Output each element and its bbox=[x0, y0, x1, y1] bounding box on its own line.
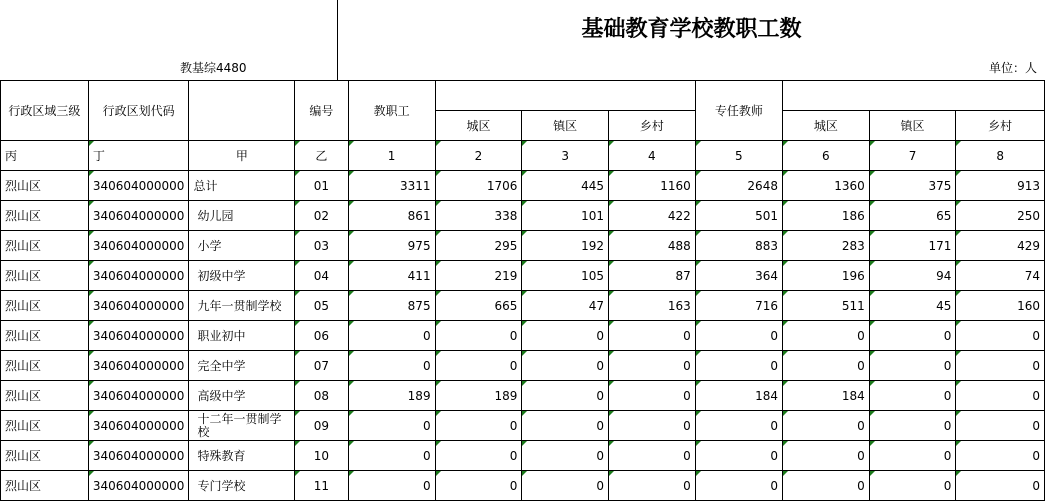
cell-value[interactable]: 716 bbox=[695, 291, 782, 321]
cell-value[interactable]: 219 bbox=[435, 261, 522, 291]
header-blank[interactable] bbox=[189, 81, 295, 141]
cell-value[interactable]: 422 bbox=[608, 201, 695, 231]
table-row bbox=[1, 201, 1045, 231]
cell-number[interactable]: 07 bbox=[295, 351, 348, 381]
cell-value[interactable]: 913 bbox=[956, 171, 1045, 201]
cell-value[interactable]: 0 bbox=[608, 381, 695, 411]
cell-number[interactable]: 08 bbox=[295, 381, 348, 411]
cell-value[interactable]: 0 bbox=[869, 441, 956, 471]
header-region[interactable]: 行政区域三级 bbox=[1, 81, 89, 141]
cell-region[interactable]: 烈山区 bbox=[1, 171, 89, 201]
cell-value[interactable]: 445 bbox=[522, 171, 609, 201]
cell-value[interactable]: 0 bbox=[608, 441, 695, 471]
cell-region-code[interactable]: 340604000000 bbox=[88, 231, 189, 261]
cell-region[interactable]: 烈山区 bbox=[1, 351, 89, 381]
cell-value[interactable]: 0 bbox=[348, 321, 435, 351]
index-cell[interactable]: 4 bbox=[608, 141, 695, 171]
cell-school-type[interactable]: 初级中学 bbox=[189, 261, 295, 291]
cell-value[interactable]: 511 bbox=[782, 291, 869, 321]
cell-value[interactable]: 0 bbox=[435, 471, 522, 501]
cell-school-type[interactable]: 职业初中 bbox=[189, 321, 295, 351]
cell-region-code[interactable]: 340604000000 bbox=[88, 411, 189, 441]
cell-value[interactable]: 0 bbox=[522, 351, 609, 381]
cell-value[interactable]: 0 bbox=[522, 441, 609, 471]
cell-value[interactable]: 411 bbox=[348, 261, 435, 291]
index-cell[interactable]: 8 bbox=[956, 141, 1045, 171]
cell-value[interactable]: 0 bbox=[782, 471, 869, 501]
cell-value[interactable]: 0 bbox=[522, 321, 609, 351]
cell-value[interactable]: 0 bbox=[435, 411, 522, 441]
cell-value[interactable]: 0 bbox=[695, 321, 782, 351]
cell-value[interactable]: 0 bbox=[348, 351, 435, 381]
header-teachers[interactable]: 专任教师 bbox=[695, 81, 782, 141]
cell-value[interactable]: 975 bbox=[348, 231, 435, 261]
index-cell[interactable]: 6 bbox=[782, 141, 869, 171]
cell-value[interactable]: 0 bbox=[956, 321, 1045, 351]
cell-region-code[interactable]: 340604000000 bbox=[88, 291, 189, 321]
cell-value[interactable]: 0 bbox=[695, 351, 782, 381]
cell-region-code[interactable]: 340604000000 bbox=[88, 381, 189, 411]
cell-value[interactable]: 105 bbox=[522, 261, 609, 291]
cell-value[interactable]: 364 bbox=[695, 261, 782, 291]
cell-value[interactable]: 2648 bbox=[695, 171, 782, 201]
cell-region[interactable]: 烈山区 bbox=[1, 441, 89, 471]
index-cell[interactable]: 丙 bbox=[1, 141, 89, 171]
table-row bbox=[1, 351, 1045, 381]
cell-region-code[interactable]: 340604000000 bbox=[88, 261, 189, 291]
cell-value[interactable]: 0 bbox=[608, 471, 695, 501]
table-row bbox=[1, 291, 1045, 321]
cell-value[interactable]: 0 bbox=[522, 381, 609, 411]
cell-region[interactable]: 烈山区 bbox=[1, 411, 89, 441]
table-row bbox=[1, 171, 1045, 201]
table-row bbox=[1, 381, 1045, 411]
index-cell[interactable]: 5 bbox=[695, 141, 782, 171]
cell-value[interactable]: 189 bbox=[435, 381, 522, 411]
cell-school-type[interactable]: 特殊教育 bbox=[189, 441, 295, 471]
cell-region-code[interactable]: 340604000000 bbox=[88, 171, 189, 201]
cell-region[interactable]: 烈山区 bbox=[1, 201, 89, 231]
cell-region[interactable]: 烈山区 bbox=[1, 381, 89, 411]
cell-value[interactable]: 0 bbox=[522, 411, 609, 441]
cell-value[interactable]: 0 bbox=[956, 411, 1045, 441]
cell-value[interactable]: 338 bbox=[435, 201, 522, 231]
form-code: 教基综4480 bbox=[180, 61, 247, 75]
cell-value[interactable]: 87 bbox=[608, 261, 695, 291]
cell-value[interactable]: 0 bbox=[782, 441, 869, 471]
index-row bbox=[1, 141, 1045, 171]
cell-school-type[interactable]: 十二年一贯制学校 bbox=[189, 411, 295, 441]
table-row bbox=[1, 411, 1045, 441]
cell-value[interactable]: 1360 bbox=[782, 171, 869, 201]
cell-value[interactable]: 74 bbox=[956, 261, 1045, 291]
cell-value[interactable]: 0 bbox=[522, 471, 609, 501]
cell-region-code[interactable]: 340604000000 bbox=[88, 321, 189, 351]
cell-value[interactable]: 101 bbox=[522, 201, 609, 231]
cell-value[interactable]: 0 bbox=[869, 381, 956, 411]
cell-value[interactable]: 189 bbox=[348, 381, 435, 411]
header-region-code[interactable]: 行政区划代码 bbox=[88, 81, 189, 141]
cell-value[interactable]: 0 bbox=[869, 351, 956, 381]
cell-number[interactable]: 03 bbox=[295, 231, 348, 261]
header-teachers-rural[interactable]: 乡村 bbox=[956, 111, 1045, 141]
cell-value[interactable]: 196 bbox=[782, 261, 869, 291]
index-cell[interactable]: 甲 bbox=[189, 141, 295, 171]
cell-region[interactable]: 烈山区 bbox=[1, 231, 89, 261]
cell-value[interactable]: 665 bbox=[435, 291, 522, 321]
unit-label: 单位：人 bbox=[988, 61, 1037, 75]
cell-value[interactable]: 488 bbox=[608, 231, 695, 261]
cell-value[interactable]: 0 bbox=[348, 411, 435, 441]
cell-value[interactable]: 47 bbox=[522, 291, 609, 321]
header-staff-sub-group[interactable] bbox=[435, 81, 695, 111]
cell-value[interactable]: 0 bbox=[782, 351, 869, 381]
cell-value[interactable]: 184 bbox=[695, 381, 782, 411]
cell-region[interactable]: 烈山区 bbox=[1, 291, 89, 321]
cell-number[interactable]: 06 bbox=[295, 321, 348, 351]
cell-value[interactable]: 160 bbox=[956, 291, 1045, 321]
cell-value[interactable]: 875 bbox=[348, 291, 435, 321]
header-divider bbox=[337, 0, 338, 81]
table-row bbox=[1, 321, 1045, 351]
header-staff-rural[interactable]: 乡村 bbox=[608, 111, 695, 141]
report-title: 基础教育学校教职工数 bbox=[581, 16, 802, 42]
cell-region-code[interactable]: 340604000000 bbox=[88, 441, 189, 471]
cell-region-code[interactable]: 340604000000 bbox=[88, 471, 189, 501]
cell-number[interactable]: 04 bbox=[295, 261, 348, 291]
cell-value[interactable]: 283 bbox=[782, 231, 869, 261]
cell-number[interactable]: 02 bbox=[295, 201, 348, 231]
cell-value[interactable]: 429 bbox=[956, 231, 1045, 261]
cell-value[interactable]: 186 bbox=[782, 201, 869, 231]
cell-number[interactable]: 09 bbox=[295, 411, 348, 441]
cell-value[interactable]: 883 bbox=[695, 231, 782, 261]
cell-number[interactable]: 10 bbox=[295, 441, 348, 471]
staff-table bbox=[0, 80, 1045, 501]
cell-value[interactable]: 0 bbox=[782, 321, 869, 351]
cell-value[interactable]: 0 bbox=[956, 381, 1045, 411]
cell-value[interactable]: 0 bbox=[608, 321, 695, 351]
cell-value[interactable]: 861 bbox=[348, 201, 435, 231]
index-cell[interactable]: 丁 bbox=[88, 141, 189, 171]
table-row bbox=[1, 441, 1045, 471]
cell-region[interactable]: 烈山区 bbox=[1, 321, 89, 351]
table-row bbox=[1, 261, 1045, 291]
cell-school-type[interactable]: 高级中学 bbox=[189, 381, 295, 411]
header-teachers-sub-group[interactable] bbox=[782, 81, 1044, 111]
cell-number[interactable]: 05 bbox=[295, 291, 348, 321]
cell-school-type[interactable]: 九年一贯制学校 bbox=[189, 291, 295, 321]
cell-value[interactable]: 0 bbox=[695, 441, 782, 471]
index-cell[interactable]: 乙 bbox=[295, 141, 348, 171]
cell-value[interactable]: 0 bbox=[956, 351, 1045, 381]
index-cell[interactable]: 2 bbox=[435, 141, 522, 171]
header-number[interactable]: 编号 bbox=[295, 81, 348, 141]
index-cell[interactable]: 7 bbox=[869, 141, 956, 171]
cell-value[interactable]: 0 bbox=[695, 471, 782, 501]
cell-value[interactable]: 94 bbox=[869, 261, 956, 291]
table-row bbox=[1, 231, 1045, 261]
index-cell[interactable]: 1 bbox=[348, 141, 435, 171]
cell-school-type[interactable]: 幼儿园 bbox=[189, 201, 295, 231]
cell-value[interactable]: 0 bbox=[608, 411, 695, 441]
cell-value[interactable]: 0 bbox=[869, 471, 956, 501]
cell-value[interactable]: 3311 bbox=[348, 171, 435, 201]
header-staff[interactable]: 教职工 bbox=[348, 81, 435, 141]
cell-value[interactable]: 0 bbox=[782, 411, 869, 441]
cell-value[interactable]: 0 bbox=[869, 321, 956, 351]
cell-value[interactable]: 45 bbox=[869, 291, 956, 321]
cell-value[interactable]: 0 bbox=[956, 441, 1045, 471]
cell-number[interactable]: 11 bbox=[295, 471, 348, 501]
cell-school-type[interactable]: 总计 bbox=[189, 171, 295, 201]
cell-region-code[interactable]: 340604000000 bbox=[88, 201, 189, 231]
cell-value[interactable]: 171 bbox=[869, 231, 956, 261]
cell-value[interactable]: 0 bbox=[608, 351, 695, 381]
cell-value[interactable]: 0 bbox=[348, 471, 435, 501]
cell-value[interactable]: 65 bbox=[869, 201, 956, 231]
cell-value[interactable]: 0 bbox=[435, 351, 522, 381]
cell-value[interactable]: 250 bbox=[956, 201, 1045, 231]
header-staff-urban[interactable]: 城区 bbox=[435, 111, 522, 141]
cell-number[interactable]: 01 bbox=[295, 171, 348, 201]
cell-value[interactable]: 295 bbox=[435, 231, 522, 261]
cell-value[interactable]: 0 bbox=[348, 441, 435, 471]
cell-value[interactable]: 192 bbox=[522, 231, 609, 261]
cell-value[interactable]: 501 bbox=[695, 201, 782, 231]
cell-school-type[interactable]: 专门学校 bbox=[189, 471, 295, 501]
cell-value[interactable]: 0 bbox=[695, 411, 782, 441]
cell-value[interactable]: 163 bbox=[608, 291, 695, 321]
cell-value[interactable]: 0 bbox=[435, 321, 522, 351]
cell-region[interactable]: 烈山区 bbox=[1, 471, 89, 501]
cell-value[interactable]: 375 bbox=[869, 171, 956, 201]
cell-value[interactable]: 184 bbox=[782, 381, 869, 411]
cell-school-type[interactable]: 小学 bbox=[189, 231, 295, 261]
header-teachers-urban[interactable]: 城区 bbox=[782, 111, 869, 141]
index-cell[interactable]: 3 bbox=[522, 141, 609, 171]
cell-region-code[interactable]: 340604000000 bbox=[88, 351, 189, 381]
cell-school-type[interactable]: 完全中学 bbox=[189, 351, 295, 381]
cell-value[interactable]: 0 bbox=[956, 471, 1045, 501]
header-staff-town[interactable]: 镇区 bbox=[522, 111, 609, 141]
cell-value[interactable]: 0 bbox=[869, 411, 956, 441]
cell-region[interactable]: 烈山区 bbox=[1, 261, 89, 291]
cell-value[interactable]: 1160 bbox=[608, 171, 695, 201]
cell-value[interactable]: 0 bbox=[435, 441, 522, 471]
cell-value[interactable]: 1706 bbox=[435, 171, 522, 201]
table-row bbox=[1, 471, 1045, 501]
header-teachers-town[interactable]: 镇区 bbox=[869, 111, 956, 141]
